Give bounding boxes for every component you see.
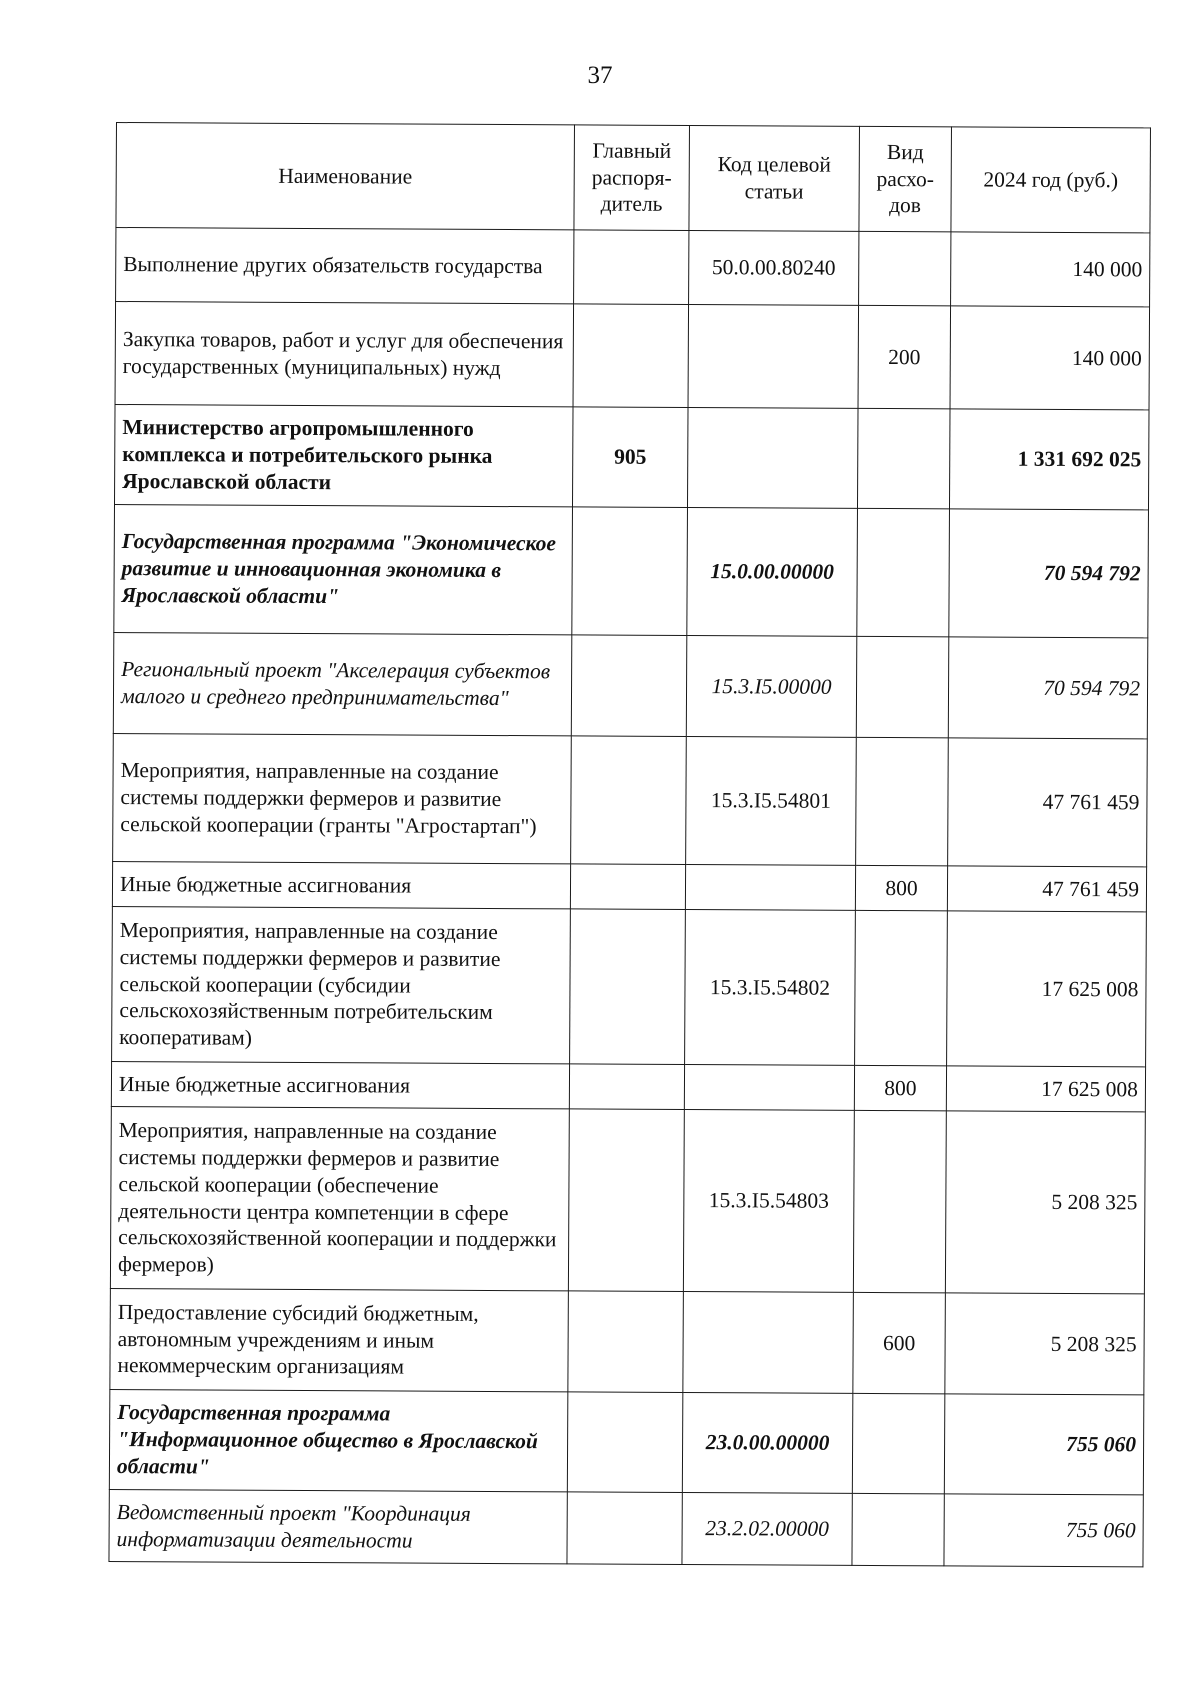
cell-grbs [567, 1392, 683, 1493]
cell-amount: 17 625 008 [946, 1066, 1145, 1112]
cell-code [684, 1064, 854, 1110]
cell-grbs [571, 635, 687, 737]
cell-vid: 200 [858, 305, 951, 408]
cell-code: 50.0.00.80240 [689, 231, 859, 306]
cell-name: Мероприятия, направленные на создание системы поддержки фермеров и развитие сельской кооперации (субсидии сельскохозяйственным потребительским кооперативам) [112, 906, 571, 1063]
cell-vid [856, 636, 949, 737]
table-row [115, 302, 1150, 410]
cell-grbs [572, 507, 688, 636]
cell-vid [856, 737, 949, 865]
cell-code: 15.3.I5.54801 [686, 736, 857, 865]
cell-grbs [568, 1291, 684, 1393]
cell-name: Государственная программа "Экономическое развитие и инновационная экономика в Ярославской области" [114, 504, 573, 634]
cell-amount: 70 594 792 [948, 637, 1148, 739]
cell-name: Министерство агропромышленного комплекса и потребительского рынка Ярославской области [114, 404, 573, 506]
table-row [113, 733, 1148, 866]
cell-code: 15.3.I5.54802 [685, 909, 856, 1065]
cell-grbs: 905 [572, 407, 688, 508]
cell-code: 15.0.00.00000 [687, 507, 858, 636]
page-number: 37 [587, 62, 613, 89]
cell-grbs [567, 1492, 682, 1565]
header-amount: 2024 год (руб.) [951, 127, 1151, 233]
table-row [116, 228, 1150, 307]
cell-amount: 5 208 325 [945, 1111, 1145, 1294]
budget-table [108, 122, 1151, 1567]
cell-grbs [570, 909, 686, 1065]
cell-vid [852, 1393, 945, 1493]
cell-amount: 1 331 692 025 [949, 409, 1149, 510]
table-row [111, 1061, 1145, 1111]
header-vid: Вид расхо-дов [859, 126, 952, 231]
cell-code: 23.0.00.00000 [682, 1392, 853, 1493]
table-row [110, 1288, 1145, 1394]
table-row [109, 1489, 1143, 1566]
header-grbs: Главный распоря-дитель [574, 125, 690, 231]
cell-vid [852, 1493, 944, 1565]
cell-name: Региональный проект "Акселерация субъектов малого и среднего предпринимательства" [113, 632, 572, 735]
cell-code [685, 864, 855, 910]
cell-grbs [571, 736, 687, 865]
cell-name: Ведомственный проект "Координация информатизации деятельности [109, 1489, 567, 1563]
cell-name: Мероприятия, направленные на создание системы поддержки фермеров и развитие сельской кооперации (обеспечение деятельности центра компетенции в сфере сельскохозяйственной кооперации и поддержки фермеров) [110, 1106, 569, 1290]
cell-vid [859, 231, 951, 305]
cell-amount: 140 000 [951, 232, 1150, 307]
cell-amount: 140 000 [950, 306, 1150, 410]
cell-code [687, 407, 858, 508]
cell-name: Иные бюджетные ассигнования [112, 861, 570, 908]
table-row [110, 1106, 1145, 1293]
cell-grbs [569, 1064, 684, 1110]
cell-vid: 600 [853, 1292, 946, 1393]
cell-name: Мероприятия, направленные на создание системы поддержки фермеров и развитие сельской кооперации (гранты "Агростартап") [113, 733, 572, 863]
cell-name: Закупка товаров, работ и услуг для обеспечения государственных (муниципальных) нужд [115, 302, 574, 407]
cell-code: 15.3.I5.00000 [686, 635, 857, 737]
table-row [114, 404, 1149, 509]
cell-vid: 800 [855, 865, 947, 910]
cell-grbs [568, 1109, 684, 1292]
cell-amount: 70 594 792 [949, 509, 1149, 638]
cell-grbs [573, 304, 689, 408]
cell-amount: 755 060 [944, 1494, 1143, 1567]
cell-vid: 800 [854, 1065, 946, 1110]
table-row [112, 861, 1146, 911]
cell-code [683, 1291, 854, 1393]
header-name: Наименование [116, 123, 575, 230]
cell-vid [855, 910, 948, 1065]
cell-code [688, 305, 859, 409]
cell-amount: 755 060 [944, 1394, 1144, 1495]
cell-vid [857, 408, 950, 508]
cell-name: Выполнение других обязательств государства [116, 228, 574, 304]
table-row [112, 906, 1147, 1066]
cell-vid [853, 1110, 946, 1292]
cell-code: 15.3.I5.54803 [683, 1109, 854, 1292]
cell-amount: 17 625 008 [947, 911, 1147, 1067]
cell-amount: 5 208 325 [945, 1293, 1145, 1395]
table-header-row [116, 123, 1151, 233]
header-code: Код целевой статьи [689, 126, 860, 232]
table-body [109, 228, 1150, 1567]
cell-code: 23.2.02.00000 [682, 1492, 852, 1565]
table-row [114, 504, 1149, 637]
cell-name: Государственная программа "Информационное общество в Ярославской области" [109, 1389, 568, 1491]
table-row [113, 632, 1148, 738]
table-row [109, 1389, 1144, 1494]
cell-vid [857, 508, 950, 636]
cell-amount: 47 761 459 [948, 738, 1148, 867]
cell-amount: 47 761 459 [947, 866, 1146, 912]
cell-name: Предоставление субсидий бюджетным, автономным учреждениям и иным некоммерческим организациям [110, 1288, 569, 1391]
cell-name: Иные бюджетные ассигнования [111, 1061, 569, 1108]
cell-grbs [570, 864, 685, 910]
cell-grbs [574, 230, 689, 305]
